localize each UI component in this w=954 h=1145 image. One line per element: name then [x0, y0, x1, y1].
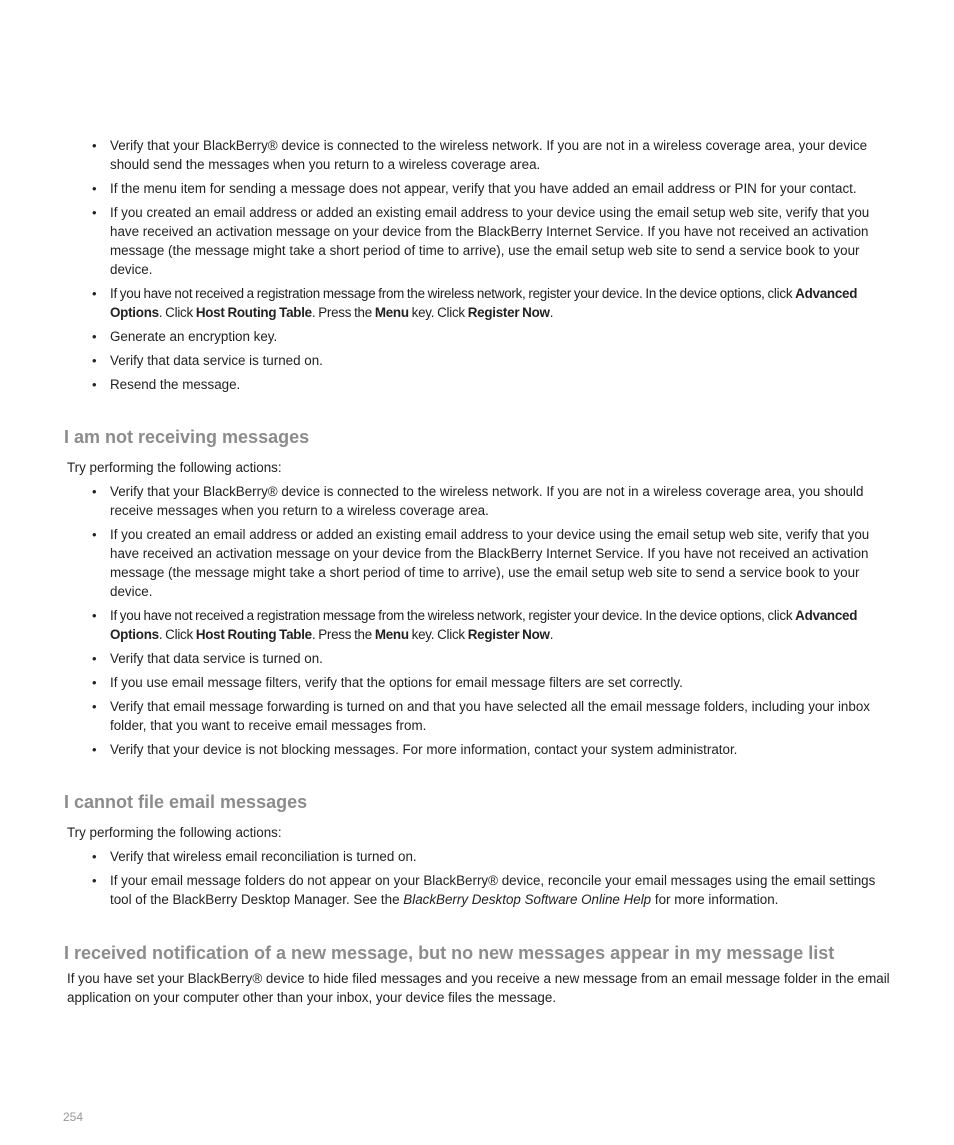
section-intro: Try performing the following actions: [67, 460, 282, 475]
document-reference-online-help: BlackBerry Desktop Software Online Help [403, 892, 652, 907]
troubleshooting-list-filing [92, 847, 892, 914]
menu-option-host-routing-table: Host Routing Table [195, 305, 312, 320]
list-item: • If you have not received a registration message from the wireless network, register your device. In the device options, click Advanced Options. Click Host Routing Table. Press the Menu key. Click Register Now. [92, 284, 892, 322]
section-heading-not-receiving: I am not receiving messages [64, 427, 310, 447]
list-item: • Verify that your device is not blocking messages. For more information, contact your system administrator. [92, 740, 892, 759]
menu-option-host-routing-table: Host Routing Table [195, 627, 312, 642]
list-item: • If you have not received a registration message from the wireless network, register your device. In the device options, click Advanced Options. Click Host Routing Table. Press the Menu key. Click Register Now. [92, 606, 892, 644]
list-item: • Verify that data service is turned on. [92, 351, 892, 370]
list-item: • Verify that your BlackBerry® device is connected to the wireless network. If you are not in a wireless coverage area, your device should send the messages when you return to a wireless coverage area. [92, 136, 892, 174]
menu-option-advanced-options: Advanced Options [110, 608, 858, 642]
list-item: • If the menu item for sending a message does not appear, verify that you have added an email address or PIN for your contact. [92, 179, 892, 198]
troubleshooting-list-sending [92, 136, 892, 399]
list-item: • Verify that your BlackBerry® device is connected to the wireless network. If you are not in a wireless coverage area, you should receive messages when you return to a wireless coverage area. [92, 482, 892, 520]
list-item: • Verify that wireless email reconciliation is turned on. [92, 847, 892, 866]
troubleshooting-list-receiving [92, 482, 892, 764]
section-intro: Try performing the following actions: [67, 825, 282, 840]
menu-option-register-now: Register Now [467, 627, 550, 642]
key-menu: Menu [374, 627, 409, 642]
menu-option-advanced-options: Advanced Options [110, 286, 858, 320]
list-item: • Generate an encryption key. [92, 327, 892, 346]
list-item: • Resend the message. [92, 375, 892, 394]
list-item: • Verify that email message forwarding is turned on and that you have selected all the email message folders, including your inbox folder, that you want to receive email messages from. [92, 697, 892, 735]
section-body: If you have set your BlackBerry® device to hide filed messages and you receive a new message from an email message folder in the email application on your computer other than your inbox, your device files the message. [67, 971, 890, 1005]
menu-option-register-now: Register Now [467, 305, 550, 320]
list-item: • If your email message folders do not appear on your BlackBerry® device, reconcile your email messages using the email settings tool of the BlackBerry Desktop Manager. See the BlackBerry Desktop Software Online Help for more information. [92, 871, 892, 909]
list-item: • If you use email message filters, verify that the options for email message filters are set correctly. [92, 673, 892, 692]
list-item: • If you created an email address or added an existing email address to your device using the email setup web site, verify that you have received an activation message on your device from the BlackBerry Internet Service. If you have not received an activation message (the message might take a short period of time to arrive), use the email setup web site to send a service book to your device. [92, 525, 892, 601]
section-heading-notification-no-messages: I received notification of a new message, but no new messages appear in my message list [64, 943, 835, 963]
list-item: • If you created an email address or added an existing email address to your device using the email setup web site, verify that you have received an activation message on your device from the BlackBerry Internet Service. If you have not received an activation message (the message might take a short period of time to arrive), use the email setup web site to send a service book to your device. [92, 203, 892, 279]
key-menu: Menu [374, 305, 409, 320]
list-item: • Verify that data service is turned on. [92, 649, 892, 668]
section-heading-cannot-file: I cannot file email messages [64, 792, 308, 812]
page-number: 254 [63, 1110, 84, 1124]
